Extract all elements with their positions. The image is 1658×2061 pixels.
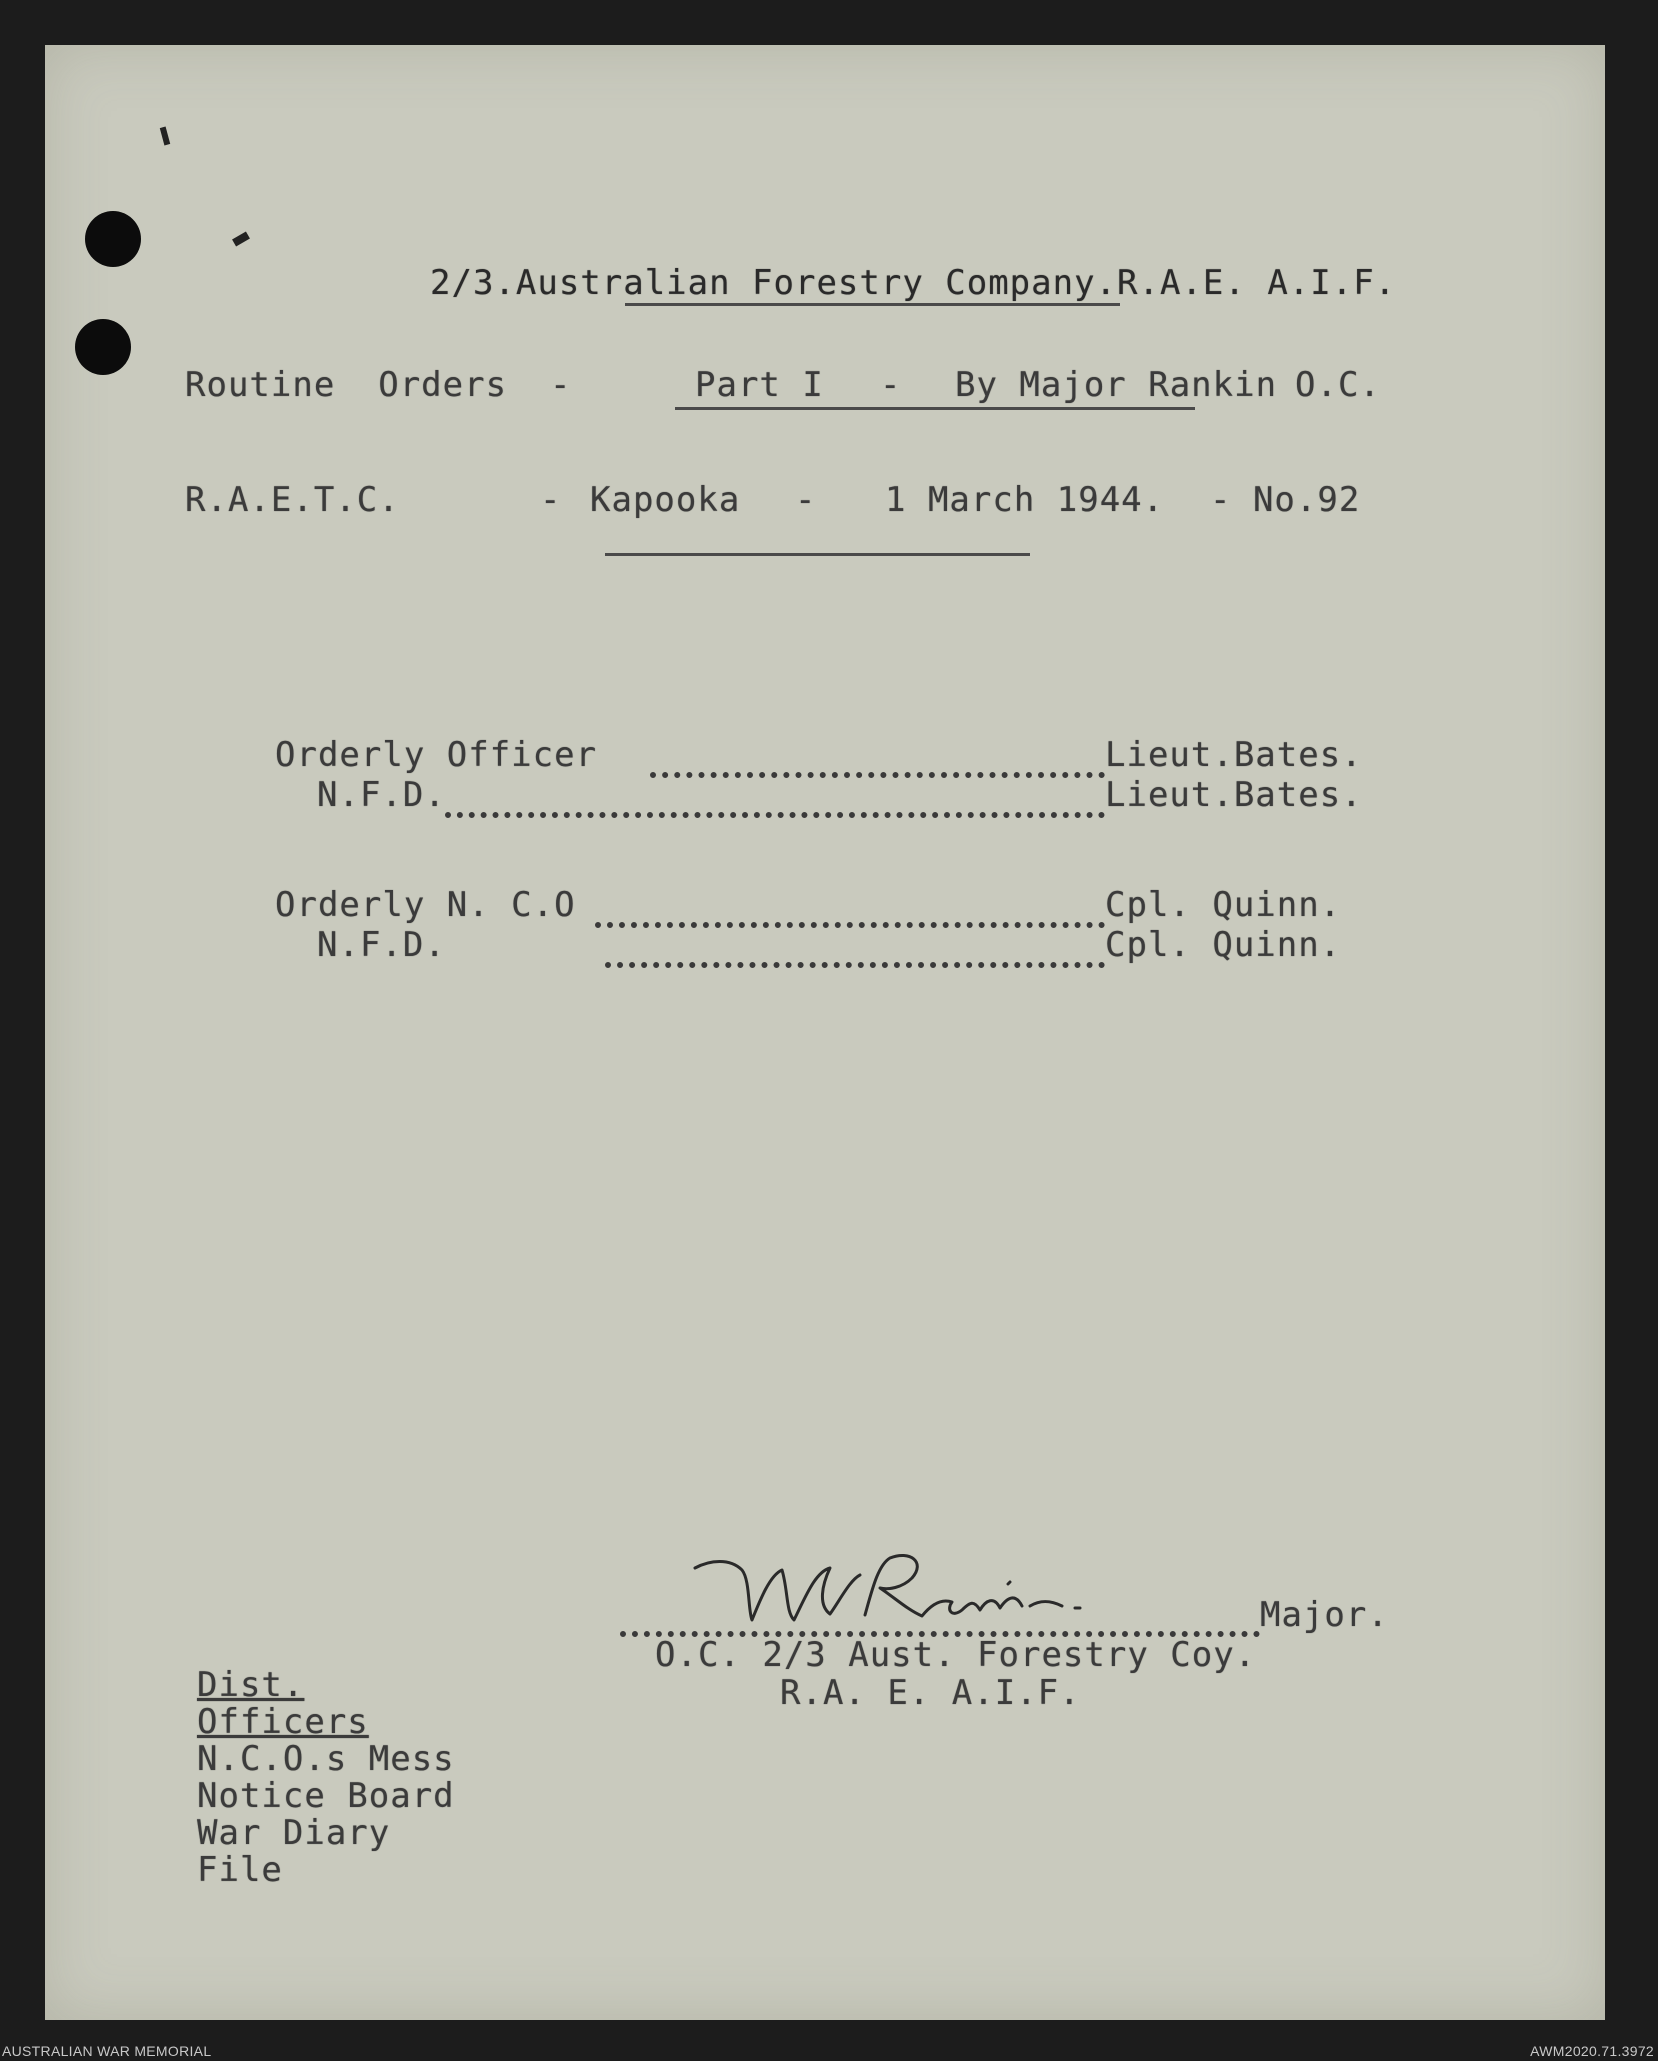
handwritten-signature [690, 1540, 1130, 1630]
duty-label: N.F.D. [317, 775, 446, 815]
duty-leader [605, 962, 1105, 968]
signature-rank: Major. [1260, 1595, 1389, 1635]
punch-hole-top [85, 211, 141, 267]
signature-title-line-1: O.C. 2/3 Aust. Forestry Coy. [655, 1635, 1257, 1675]
duty-value: Cpl. Quinn. [1105, 925, 1342, 965]
distribution-item: N.C.O.s Mess [197, 1739, 455, 1779]
orders-oc: O.C. [1295, 365, 1381, 405]
duty-leader [445, 812, 1105, 818]
signature-text: W A Rankin [690, 1540, 697, 1541]
header-rule [605, 553, 1030, 556]
distribution-item: War Diary [197, 1813, 391, 1853]
footer-left: AUSTRALIAN WAR MEMORIAL [2, 2043, 212, 2059]
duty-leader [595, 922, 1105, 928]
orders-underline [675, 407, 1195, 410]
distribution-item: Officers [197, 1702, 369, 1742]
document-page [45, 45, 1605, 2020]
duty-value: Lieut.Bates. [1105, 775, 1363, 815]
place-dash-1: - [540, 480, 562, 520]
orders-part: Part I [695, 365, 824, 405]
duty-label: N.F.D. [317, 925, 446, 965]
orders-by: By Major Rankin [955, 365, 1278, 405]
punch-hole-bottom [75, 319, 131, 375]
paper-mark [232, 232, 250, 247]
duty-label: Orderly N. C.O [275, 885, 576, 925]
duty-leader [650, 772, 1105, 778]
place-dash-2: - [795, 480, 817, 520]
place-date: 1 March 1944. [885, 480, 1165, 520]
distribution-item: File [197, 1850, 283, 1890]
orders-dash: - [880, 365, 902, 405]
place-unit: R.A.E.T.C. [185, 480, 400, 520]
duty-value: Cpl. Quinn. [1105, 885, 1342, 925]
signature-title-line-2: R.A. E. A.I.F. [780, 1673, 1081, 1713]
duty-value: Lieut.Bates. [1105, 735, 1363, 775]
distribution-item: Notice Board [197, 1776, 455, 1816]
place-name: Kapooka [590, 480, 741, 520]
distribution-heading: Dist. [197, 1665, 305, 1705]
paper-mark [160, 127, 170, 146]
company-title: 2/3.Australian Forestry Company.R.A.E. A.I.F. [430, 263, 1397, 303]
order-number: - No.92 [1210, 480, 1361, 520]
duty-label: Orderly Officer [275, 735, 598, 775]
footer-right: AWM2020.71.3972 [1530, 2043, 1654, 2059]
company-title-underline [625, 303, 1120, 306]
orders-prefix: Routine Orders - [185, 365, 572, 405]
